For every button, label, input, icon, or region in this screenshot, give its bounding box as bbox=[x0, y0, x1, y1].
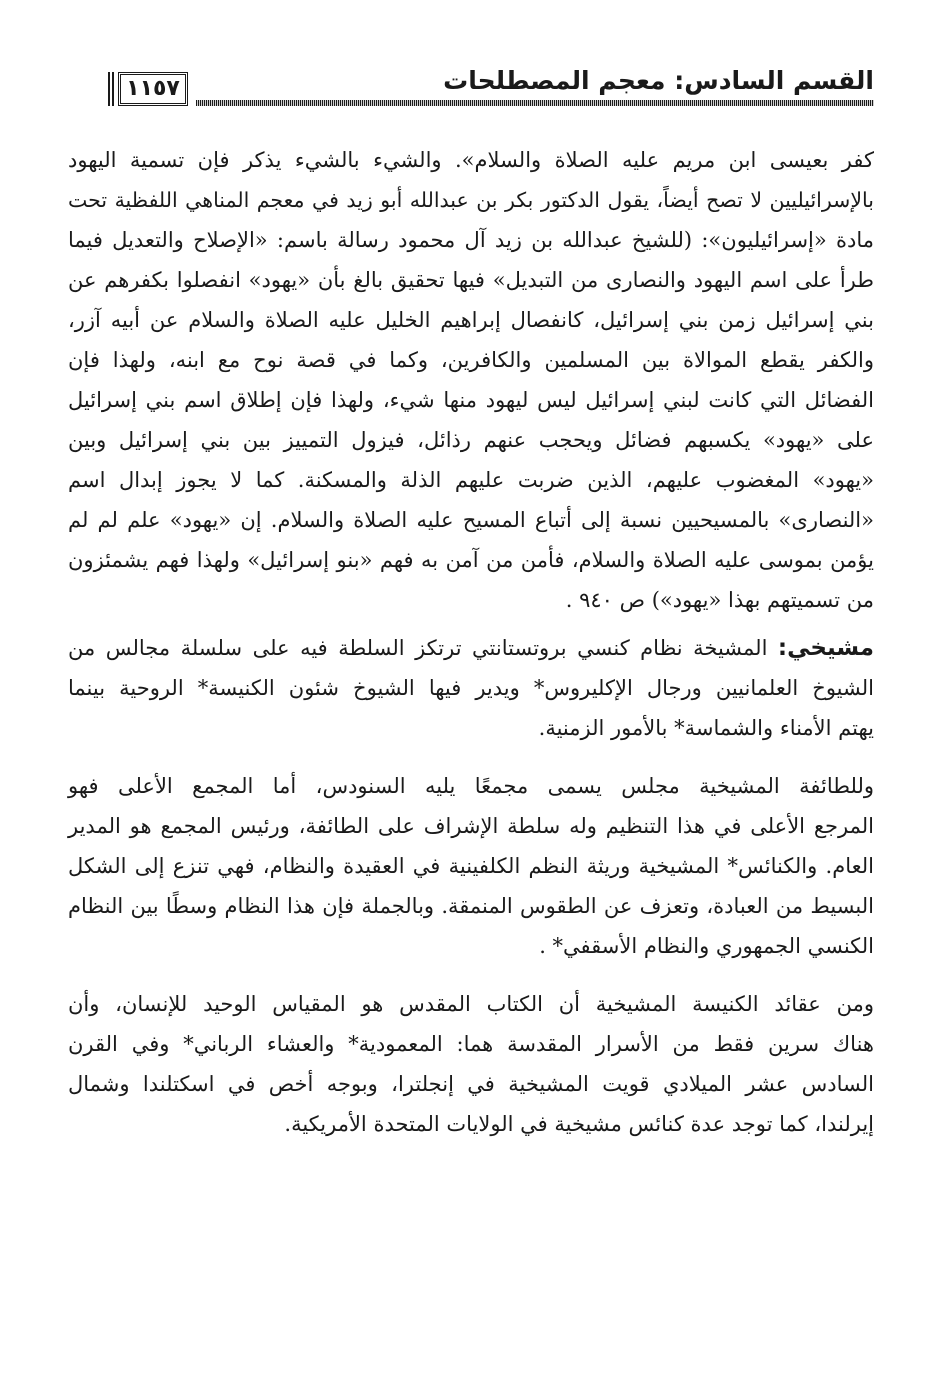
text-line: هناك سرين فقط من الأسرار المقدسة هما: المعمودية* والعشاء الرباني* وفي القرن bbox=[68, 1032, 874, 1056]
page-number: ١١٥٧ bbox=[118, 72, 188, 106]
text-line: السادس عشر الميلادي قويت المشيخية في إنجلترا، وبوجه أخص في اسكتلندا وشمال bbox=[68, 1072, 874, 1096]
page-header bbox=[68, 62, 874, 112]
text-line: طرأ على اسم اليهود والنصارى من التبديل» فيها تحقيق بالغ بأن «يهود» انفصلوا بكفرهم عن bbox=[68, 268, 874, 292]
text-line: بالإسرائيليين لا تصح أيضاً، يقول الدكتور بكر بن عبدالله أبو زيد في معجم المناهي اللفظية تحت bbox=[68, 188, 874, 212]
text-line: الكنسي الجمهوري والنظام الأسقفي* . bbox=[539, 934, 874, 958]
text-line: المرجع الأعلى في هذا التنظيم وله سلطة الإشراف على الطائفة، ورئيس المجمع هو المدير bbox=[68, 814, 874, 838]
paragraph-quote bbox=[68, 140, 874, 620]
text-line: «يهود» المغضوب عليهم، الذين ضربت عليهم الذلة والمسكنة. كما لا يجوز إبدال اسم bbox=[68, 468, 874, 492]
text-line: يهتم الأمناء والشماسة* بالأمور الزمنية. bbox=[538, 716, 874, 740]
text-line: والكفر يقطع الموالاة بين المسلمين والكافرين، وكما في قصة نوح مع ابنه، ولهذا فإن bbox=[68, 348, 874, 372]
text-line: كفر بعيسى ابن مريم عليه الصلاة والسلام». والشيء بالشيء يذكر فإن تسمية اليهود bbox=[68, 148, 874, 172]
entry-term: مشيخي: bbox=[777, 635, 874, 661]
text-line: ومن عقائد الكنيسة المشيخية أن الكتاب المقدس هو المقياس الوحيد للإنسان، وأن bbox=[68, 992, 874, 1016]
paragraph-beliefs bbox=[68, 984, 874, 1144]
entry-definition: المشيخة نظام كنسي بروتستانتي ترتكز السلطة فيه على سلسلة مجالس من bbox=[68, 636, 768, 660]
text-line: إيرلندا، كما توجد عدة كنائس مشيخية في الولايات المتحدة الأمريكية. bbox=[284, 1112, 874, 1136]
entry-mashyakhi bbox=[68, 628, 874, 748]
text-line: البسيط من العبادة، وتعزف عن الطقوس المنمقة. وبالجملة فإن هذا النظام وسطًا بين النظام bbox=[68, 894, 874, 918]
text-line-with-term bbox=[68, 628, 874, 668]
text-line: يؤمن بموسى عليه الصلاة والسلام، فأمن من آمن به فهم «بنو إسرائيل» ولهذا فهم يشمئزون bbox=[68, 548, 874, 572]
text-line: الشيوخ العلمانيين ورجال الإكليروس* ويدير فيها الشيوخ شئون الكنيسة* الروحية بينما bbox=[68, 676, 874, 700]
page-body bbox=[68, 140, 874, 1162]
section-title: القسم السادس: معجم المصطلحات bbox=[443, 66, 874, 95]
text-line: الفضائل التي كانت لبني إسرائيل ليس ليهود منها شيء، ولهذا فإن إطلاق اسم بني إسرائيل bbox=[68, 388, 874, 412]
paragraph-council bbox=[68, 766, 874, 966]
header-rule bbox=[196, 100, 874, 106]
text-line: على «يهود» يكسبهم فضائل ويحجب عنهم رذائل، فيزول التمييز بين بني إسرائيل وبين bbox=[68, 428, 874, 452]
text-line: مادة «إسرائيليون»: (للشيخ عبدالله بن زيد آل محمود رسالة باسم: «الإصلاح والتعديل فيما bbox=[68, 228, 874, 252]
text-line: وللطائفة المشيخية مجلس يسمى مجمعًا يليه السنودس، أما المجمع الأعلى فهو bbox=[68, 774, 874, 798]
text-line: «النصارى» بالمسيحيين نسبة إلى أتباع المسيح عليه الصلاة والسلام. إن «يهود» علم لم لم bbox=[68, 508, 874, 532]
text-line: بني إسرائيل زمن بني إسرائيل، كانفصال إبراهيم الخليل عليه الصلاة والسلام عن أبيه آزر، bbox=[68, 308, 874, 332]
text-line: من تسميتهم بهذا «يهود») ص ٩٤٠ . bbox=[565, 588, 874, 612]
text-line: العام. والكنائس* المشيخية وريثة النظم الكلفينية في العقيدة والنظام، فهي تنزع إلى الشكل bbox=[68, 854, 874, 878]
page-number-bracket bbox=[108, 72, 114, 106]
